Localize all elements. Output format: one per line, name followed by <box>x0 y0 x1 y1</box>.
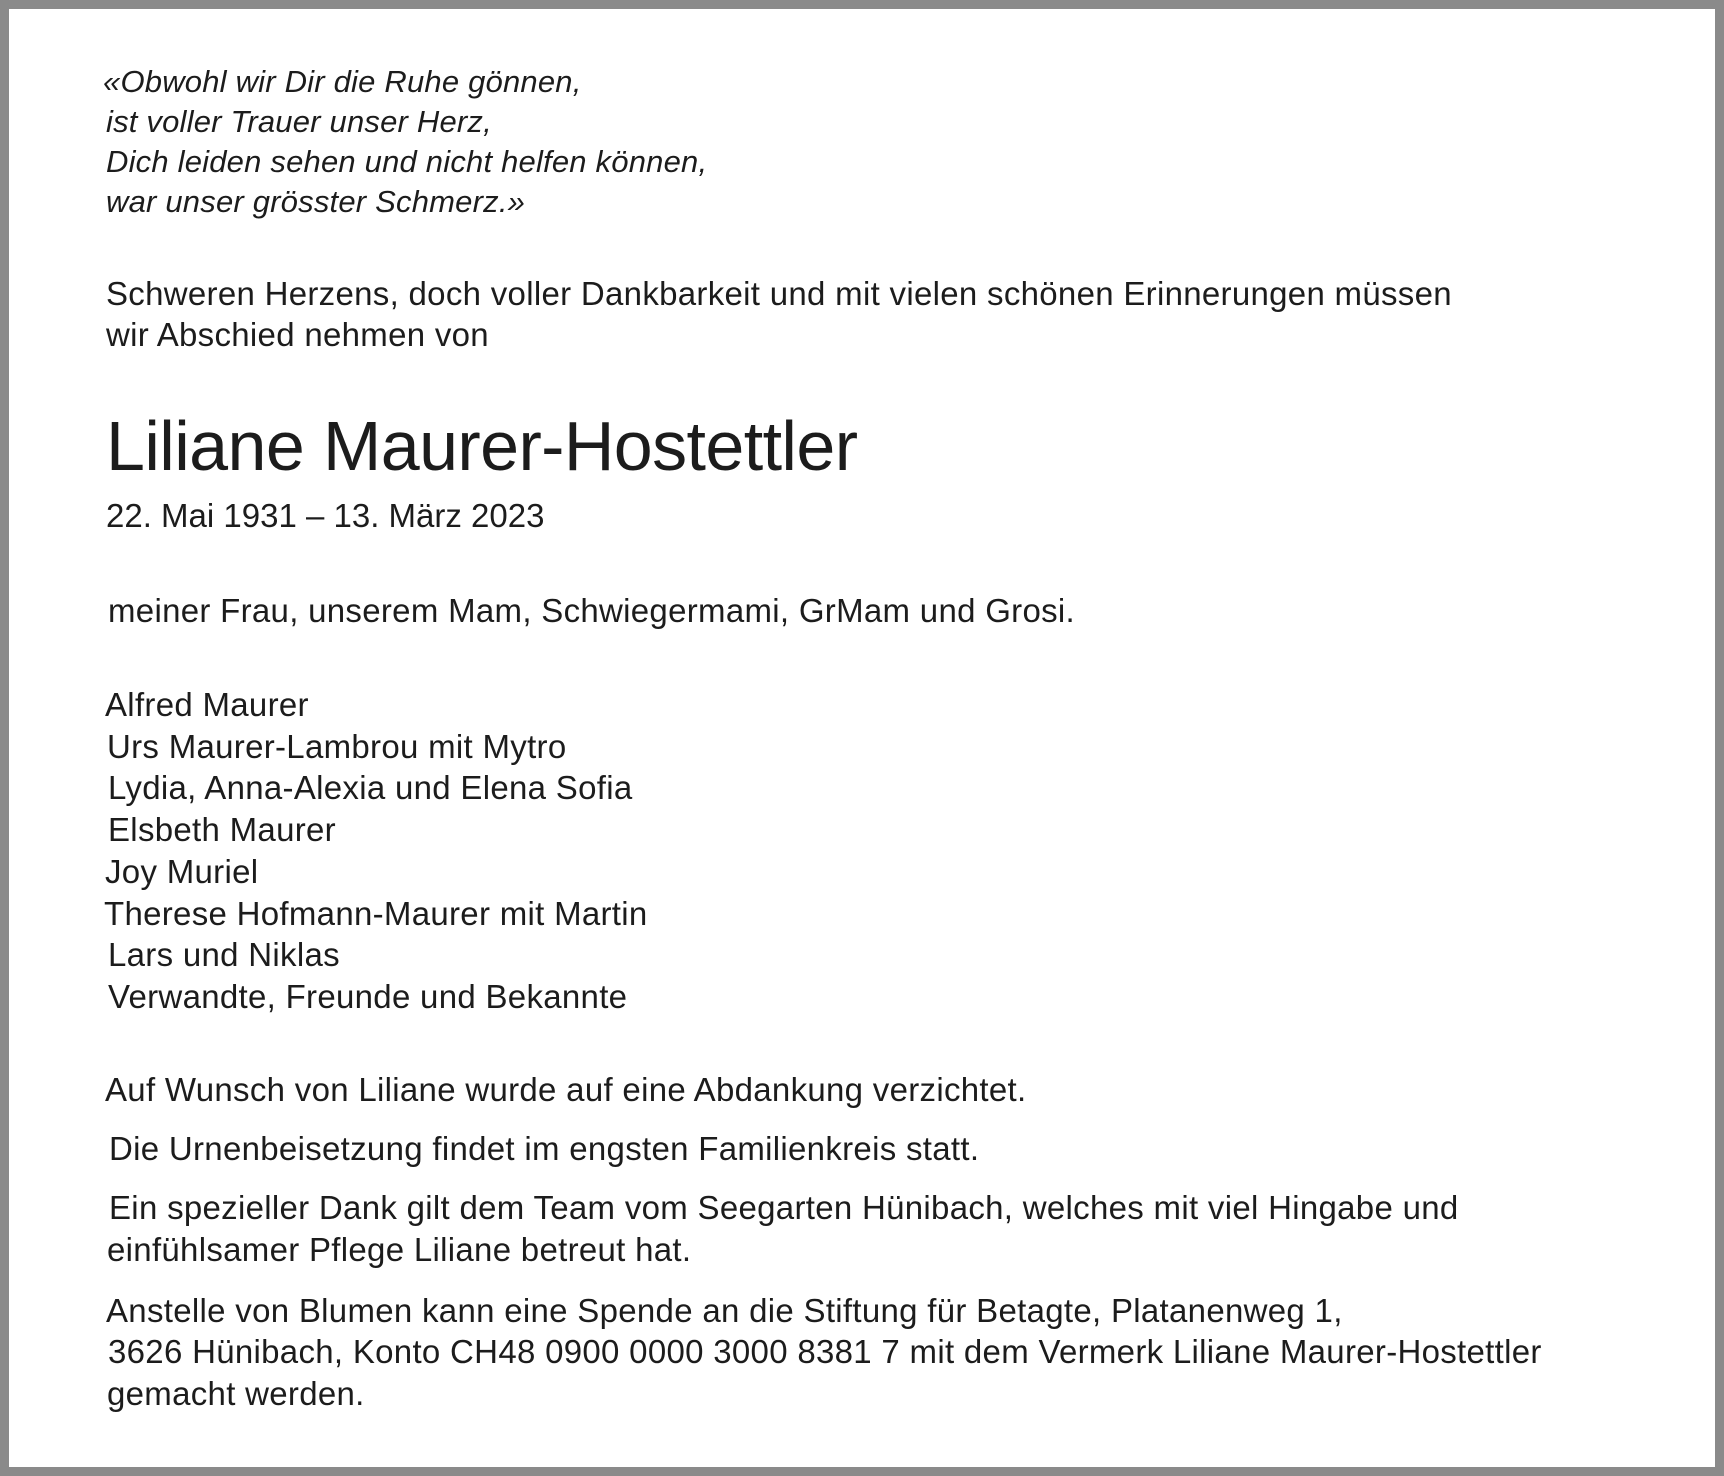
mourner-item: Alfred Maurer <box>105 686 309 723</box>
urne-notice: Die Urnenbeisetzung findet im engsten Familienkreis statt. <box>109 1130 980 1167</box>
mourner-item: Lydia, Anna-Alexia und Elena Sofia <box>108 769 633 806</box>
intro-line: wir Abschied nehmen von <box>106 316 489 353</box>
poem-line: war unser grösster Schmerz.» <box>106 184 526 219</box>
mourner-item: Verwandte, Freunde und Bekannte <box>108 978 628 1015</box>
thanks-line: Ein spezieller Dank gilt dem Team vom Seegarten Hünibach, welches mit viel Hingabe und <box>109 1189 1459 1226</box>
deceased-name: Liliane Maurer-Hostettler <box>106 407 858 485</box>
donation-line: 3626 Hünibach, Konto CH48 0900 0000 3000 8381 7 mit dem Vermerk Liliane Maurer-Hostettler <box>108 1333 1542 1370</box>
mourner-item: Joy Muriel <box>105 853 259 890</box>
donation-line: Anstelle von Blumen kann eine Spende an die Stiftung für Betagte, Platanenweg 1, <box>106 1292 1343 1329</box>
thanks-line: einfühlsamer Pflege Liliane betreut hat. <box>107 1231 692 1268</box>
intro-line: Schweren Herzens, doch voller Dankbarkeit und mit vielen schönen Erinnerungen müssen <box>106 275 1452 312</box>
donation-line: gemacht werden. <box>107 1375 365 1412</box>
mourner-item: Therese Hofmann-Maurer mit Martin <box>104 895 648 932</box>
life-dates: 22. Mai 1931 – 13. März 2023 <box>106 497 545 534</box>
mourner-item: Elsbeth Maurer <box>108 811 336 848</box>
mourner-item: Urs Maurer-Lambrou mit Mytro <box>107 728 567 765</box>
poem-line: ist voller Trauer unser Herz, <box>106 104 492 139</box>
poem-line: «Obwohl wir Dir die Ruhe gönnen, <box>103 64 582 99</box>
relation-line: meiner Frau, unserem Mam, Schwiegermami, GrMam und Grosi. <box>108 592 1076 629</box>
abdankung-notice: Auf Wunsch von Liliane wurde auf eine Abdankung verzichtet. <box>105 1071 1027 1108</box>
poem-line: Dich leiden sehen und nicht helfen können, <box>106 144 708 179</box>
mourner-item: Lars und Niklas <box>108 936 340 973</box>
